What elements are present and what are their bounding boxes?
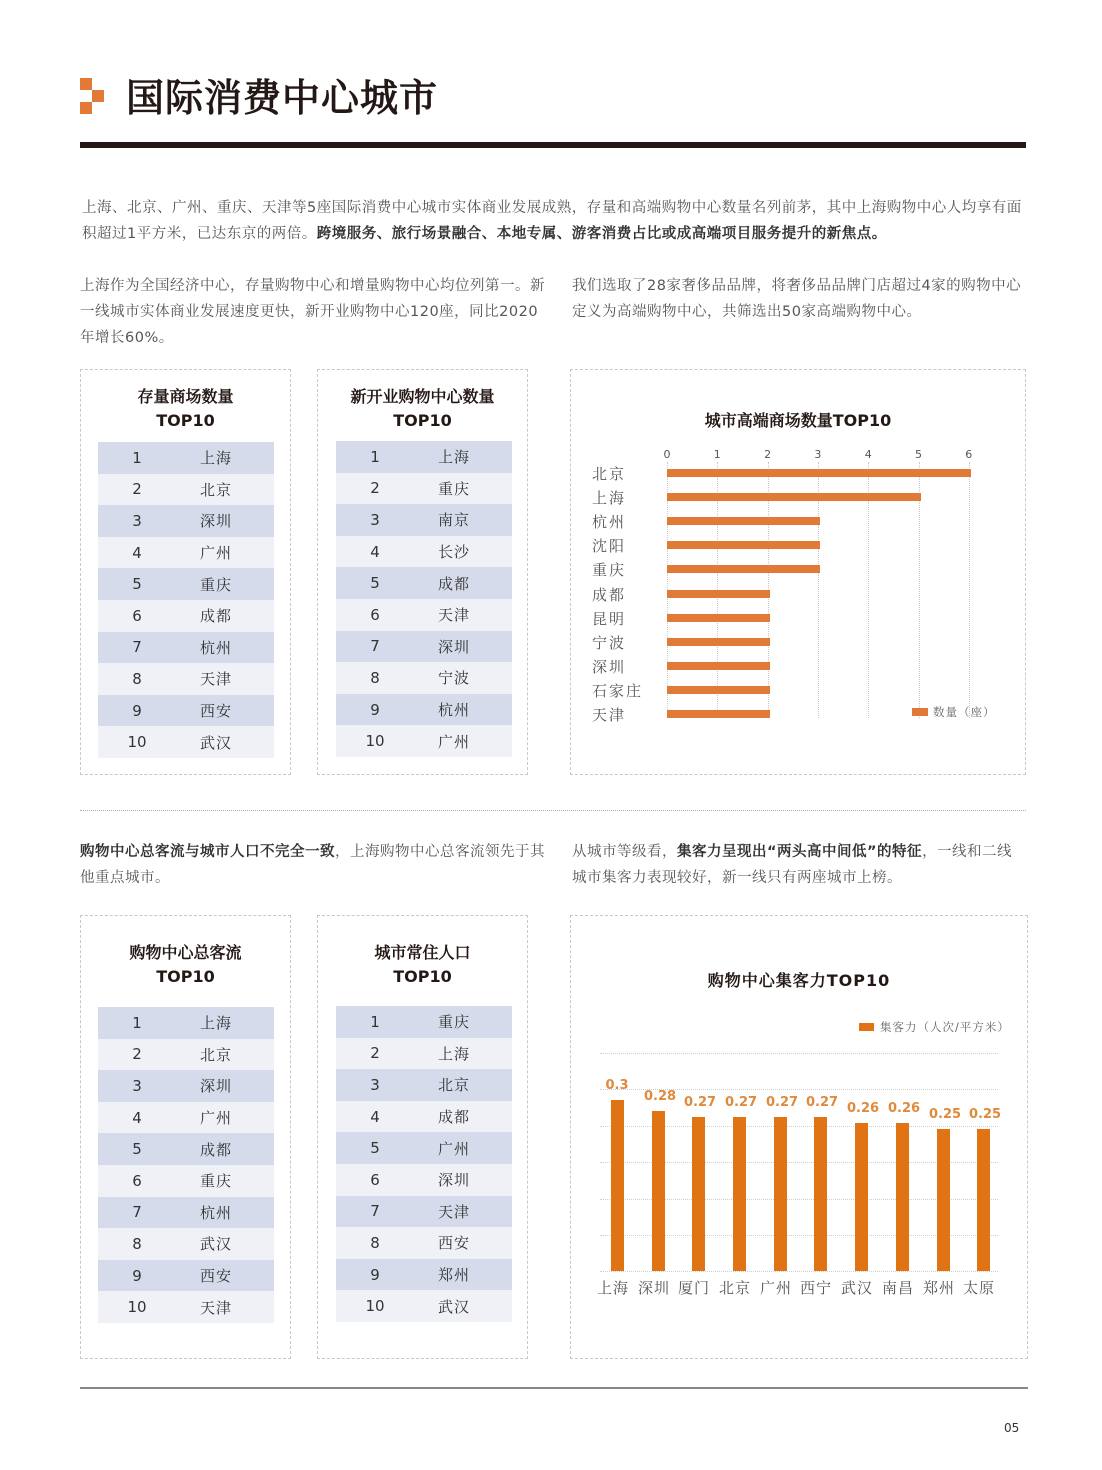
table-row — [98, 632, 274, 664]
rank-number: 5 — [370, 574, 380, 593]
section-divider — [80, 810, 1026, 811]
table-row — [98, 600, 274, 632]
rank-number: 1 — [370, 1012, 380, 1031]
resident-population-card — [317, 915, 528, 1359]
city-name: 广州 — [200, 544, 233, 563]
city-name: 郑州 — [438, 1266, 471, 1285]
bar — [937, 1129, 950, 1271]
rank-number: 2 — [370, 479, 380, 498]
table-row — [336, 1101, 512, 1133]
table-row — [336, 504, 512, 536]
city-name: 北京 — [200, 480, 233, 499]
city-name: 杭州 — [438, 701, 471, 720]
legend-label: 数量（座） — [933, 705, 996, 719]
city-name: 天津 — [200, 670, 233, 689]
bar-value-label: 0.27 — [683, 1095, 717, 1110]
bar — [667, 517, 820, 525]
rank-number: 5 — [132, 1140, 142, 1159]
section1-right-text: 我们选取了28家奢侈品品牌，将奢侈品品牌门店超过4家的购物中心定义为高端购物中心，共筛选出50家高端购物中心。 — [572, 278, 1022, 320]
table-row — [98, 1197, 274, 1229]
rank-number: 6 — [132, 606, 142, 625]
table-row — [336, 599, 512, 631]
legend-swatch — [859, 1023, 874, 1031]
rank-number: 7 — [132, 638, 142, 657]
bar-value-label: 0.26 — [887, 1101, 921, 1116]
intro-highlight: 跨境服务、旅行场景融合、本地专属、游客消费占比或成高端项目服务提升的新焦点。 — [316, 226, 887, 242]
rank-number: 1 — [370, 447, 380, 466]
table-row — [98, 1260, 274, 1292]
rank-number: 1 — [132, 1013, 142, 1032]
bar — [814, 1117, 827, 1271]
rank-number: 3 — [370, 1075, 380, 1094]
bar — [667, 686, 770, 694]
stock-mall-count-card — [80, 369, 291, 775]
bar-value-label: 0.27 — [765, 1095, 799, 1110]
axis-tick-label: 0 — [663, 448, 671, 461]
city-name: 上海 — [438, 1044, 471, 1063]
table-row — [98, 1165, 274, 1197]
table-row — [336, 1259, 512, 1291]
category-label: 广州 — [759, 1279, 793, 1297]
chart-title: 购物中心集客力TOP10 — [707, 971, 891, 990]
bar-value-label: 0.27 — [805, 1095, 839, 1110]
rank-number: 3 — [370, 510, 380, 529]
city-name: 重庆 — [200, 575, 233, 594]
rank-number: 8 — [132, 669, 142, 688]
rank-number: 2 — [132, 1045, 142, 1064]
rank-number: 4 — [132, 1108, 142, 1127]
city-name: 深圳 — [438, 1171, 471, 1190]
table-row — [336, 1196, 512, 1228]
rank-number: 3 — [132, 511, 142, 530]
city-name: 天津 — [438, 606, 471, 625]
city-name: 武汉 — [200, 733, 233, 752]
rank-number: 10 — [365, 1297, 385, 1316]
table-row — [336, 441, 512, 473]
city-name: 上海 — [200, 1014, 233, 1033]
category-label: 杭州 — [592, 513, 627, 532]
rank-number: 2 — [132, 480, 142, 499]
table-row — [98, 1133, 274, 1165]
bar — [652, 1111, 665, 1271]
rank-number: 5 — [132, 575, 142, 594]
city-name: 西安 — [200, 702, 233, 721]
city-name: 武汉 — [438, 1297, 471, 1316]
section2-right-text: 从城市等级看，集客力呈现出“两头高中间低”的特征，一线和二线城市集客力表现较好，新一线只有两座城市上榜。 — [572, 844, 1013, 886]
city-name: 北京 — [438, 1076, 471, 1095]
city-name: 上海 — [200, 449, 233, 468]
page-number: 05 — [1004, 1421, 1020, 1435]
city-name: 成都 — [438, 1108, 471, 1127]
table-row — [98, 1228, 274, 1260]
bar — [774, 1117, 787, 1271]
city-name: 杭州 — [200, 1203, 233, 1222]
category-label: 南昌 — [881, 1279, 915, 1297]
bar — [896, 1123, 909, 1271]
table-row — [98, 505, 274, 537]
category-label: 成都 — [592, 585, 627, 604]
rank-number: 9 — [370, 1265, 380, 1284]
table-row — [336, 1132, 512, 1164]
table-row — [98, 537, 274, 569]
rank-number: 7 — [132, 1203, 142, 1222]
table-row — [336, 1069, 512, 1101]
table-row — [336, 567, 512, 599]
city-name: 广州 — [438, 1139, 471, 1158]
category-label: 北京 — [592, 465, 627, 483]
axis-tick-label: 4 — [864, 448, 872, 461]
category-label: 西宁 — [799, 1279, 833, 1297]
category-label: 深圳 — [637, 1279, 671, 1297]
category-label: 石家庄 — [592, 681, 644, 700]
rank-number: 7 — [370, 637, 380, 656]
bar-value-label: 0.28 — [643, 1089, 677, 1104]
rank-number: 7 — [370, 1202, 380, 1221]
axis-tick-label: 5 — [915, 448, 922, 461]
card-title: 新开业购物中心数量 TOP10 — [350, 387, 495, 430]
bar-value-label: 0.26 — [846, 1101, 880, 1116]
bar — [667, 710, 770, 718]
city-name: 宁波 — [438, 669, 471, 688]
grid-line — [969, 462, 970, 718]
city-name: 广州 — [200, 1109, 233, 1128]
section1-left-text: 上海作为全国经济中心，存量购物中心和增量购物中心均位列第一。新一线城市实体商业发展速度更快，新开业购物中心120座，同比2020年增长60%。 — [80, 278, 545, 346]
table-row — [336, 1290, 512, 1322]
city-name: 重庆 — [200, 1172, 233, 1191]
city-name: 重庆 — [438, 1013, 471, 1032]
city-name: 天津 — [438, 1202, 471, 1221]
legend-label: 集客力（人次/平方米） — [880, 1020, 1010, 1034]
bar — [667, 614, 770, 622]
category-label: 天津 — [592, 706, 627, 724]
table-row — [336, 662, 512, 694]
table-row — [336, 631, 512, 663]
table-row — [98, 726, 274, 758]
rank-table — [98, 1007, 274, 1323]
city-name: 深圳 — [438, 637, 471, 656]
city-name: 重庆 — [438, 479, 471, 498]
footer-divider — [80, 1387, 1028, 1389]
bar-value-label: 0.3 — [605, 1078, 629, 1093]
total-traffic-card — [80, 915, 291, 1359]
legend-swatch — [912, 708, 928, 716]
table-row — [336, 473, 512, 505]
page-title: 国际消费中心城市 — [126, 76, 439, 120]
category-label: 太原 — [962, 1279, 996, 1297]
bar — [667, 638, 770, 646]
axis-tick-label: 2 — [764, 448, 772, 461]
new-mall-count-card — [317, 369, 528, 775]
bar — [667, 493, 921, 501]
bar — [667, 541, 820, 549]
rank-number: 10 — [127, 733, 147, 752]
rank-number: 4 — [370, 1107, 380, 1126]
city-name: 西安 — [200, 1267, 233, 1286]
bar — [667, 469, 971, 477]
grid-line — [600, 1053, 998, 1054]
rank-number: 9 — [370, 700, 380, 719]
table-row — [98, 1291, 274, 1323]
category-label: 宁波 — [592, 633, 627, 652]
rank-number: 8 — [370, 668, 380, 687]
rank-number: 4 — [370, 542, 380, 561]
rank-number: 6 — [132, 1171, 142, 1190]
category-label: 武汉 — [840, 1279, 874, 1297]
table-row — [98, 442, 274, 474]
category-label: 郑州 — [922, 1279, 956, 1297]
bar — [611, 1100, 624, 1271]
title-divider — [80, 142, 1026, 148]
axis-tick-label: 6 — [965, 448, 973, 461]
category-label: 上海 — [592, 489, 627, 508]
city-name: 深圳 — [200, 512, 233, 531]
rank-number: 10 — [365, 732, 385, 751]
city-name: 武汉 — [200, 1235, 233, 1254]
bar — [733, 1117, 746, 1271]
category-label: 厦门 — [677, 1279, 711, 1297]
table-row — [98, 695, 274, 727]
rank-number: 9 — [132, 701, 142, 720]
rank-number: 8 — [370, 1233, 380, 1252]
city-name: 西安 — [438, 1234, 471, 1253]
category-label: 昆明 — [592, 609, 627, 628]
rank-table — [336, 441, 512, 757]
table-row — [98, 474, 274, 506]
city-name: 南京 — [438, 511, 471, 530]
category-label: 上海 — [596, 1279, 630, 1297]
bar-value-label: 0.25 — [928, 1107, 962, 1122]
city-name: 成都 — [200, 1140, 233, 1159]
card-title: 购物中心总客流 TOP10 — [129, 943, 242, 986]
rank-number: 5 — [370, 1139, 380, 1158]
city-name: 广州 — [438, 732, 471, 751]
category-label: 北京 — [718, 1279, 752, 1297]
table-row — [336, 536, 512, 568]
city-name: 上海 — [438, 448, 471, 467]
table-row — [336, 694, 512, 726]
table-row — [98, 1039, 274, 1071]
table-row — [98, 1007, 274, 1039]
section2-left-text: 购物中心总客流与城市人口不完全一致，上海购物中心总客流领先于其他重点城市。 — [80, 844, 545, 886]
city-name: 成都 — [200, 607, 233, 626]
card-title: 城市常住人口 TOP10 — [374, 943, 471, 986]
city-name: 成都 — [438, 574, 471, 593]
bar-value-label: 0.25 — [968, 1107, 1002, 1122]
bar — [667, 662, 770, 670]
city-name: 杭州 — [200, 638, 233, 657]
rank-table — [98, 442, 274, 758]
table-row — [98, 1102, 274, 1134]
rank-number: 9 — [132, 1266, 142, 1285]
card-title: 存量商场数量 TOP10 — [137, 387, 234, 430]
bar — [692, 1117, 705, 1271]
table-row — [98, 1070, 274, 1102]
bar — [977, 1129, 990, 1271]
rank-number: 6 — [370, 1170, 380, 1189]
table-row — [98, 663, 274, 695]
rank-number: 2 — [370, 1044, 380, 1063]
category-label: 重庆 — [592, 561, 627, 580]
city-name: 长沙 — [438, 543, 471, 562]
rank-number: 8 — [132, 1234, 142, 1253]
rank-number: 10 — [127, 1298, 147, 1317]
table-row — [336, 1164, 512, 1196]
intro-paragraph — [82, 195, 1022, 247]
intro-text: 上海、北京、广州、重庆、天津等5座国际消费中心城市实体商业发展成熟，存量和高端购物中心数量名列前茅，其中上海购物中心人均享有面积超过1平方米，已达东京的两倍。 — [82, 200, 1022, 242]
orange-squares-logo-icon — [80, 78, 106, 116]
table-row — [336, 1006, 512, 1038]
rank-number: 3 — [132, 1076, 142, 1095]
axis-tick-label: 3 — [814, 448, 822, 461]
table-row — [98, 568, 274, 600]
category-label: 沈阳 — [592, 537, 627, 556]
category-label: 深圳 — [592, 657, 627, 676]
table-row — [336, 725, 512, 757]
bar-value-label: 0.27 — [724, 1095, 758, 1110]
table-row — [336, 1038, 512, 1070]
rank-number: 1 — [132, 448, 142, 467]
chart-title: 城市高端商场数量TOP10 — [704, 411, 892, 430]
city-name: 深圳 — [200, 1077, 233, 1096]
bar — [855, 1123, 868, 1271]
table-row — [336, 1227, 512, 1259]
bar — [667, 590, 770, 598]
axis-tick-label: 1 — [713, 448, 721, 461]
city-name: 北京 — [200, 1045, 233, 1064]
grid-line — [600, 1271, 998, 1272]
rank-table — [336, 1006, 512, 1322]
bar — [667, 565, 820, 573]
rank-number: 4 — [132, 543, 142, 562]
rank-number: 6 — [370, 605, 380, 624]
city-name: 天津 — [200, 1298, 233, 1317]
